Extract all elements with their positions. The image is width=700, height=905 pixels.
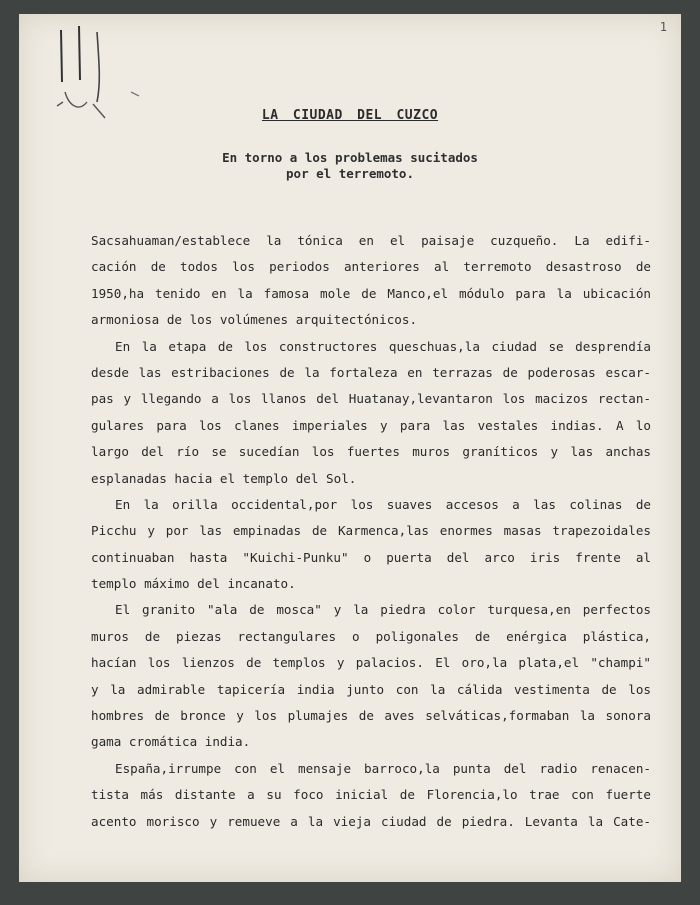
text-line: 1950,ha tenido en la famosa mole de Manco,el módulo para la ubicación — [91, 285, 651, 301]
text-line: cación de todos los periodos anteriores al terremoto desastroso de — [91, 259, 651, 275]
text-line: armoniosa de los volúmenes arquitectónicos. — [91, 312, 418, 328]
text-line: continuaban hasta "Kuichi-Punku" o puerta del arco iris frente al — [91, 549, 651, 565]
text-line: Sacsahuaman/establece la tónica en el paisaje cuzqueño. La edifi- — [91, 233, 651, 248]
text-line: gulares para los clanes imperiales y para las vestales indias. A lo — [91, 417, 651, 433]
text-line: En la orilla occidental,por los suaves accesos a las colinas de — [115, 496, 651, 512]
subtitle-line-2: por el terremoto. — [286, 166, 414, 181]
subtitle-line-1: En torno a los problemas sucitados — [222, 150, 478, 165]
text-line: gama cromática india. — [91, 734, 251, 750]
text-line: muros de piezas rectangulares o poligonales de enérgica plástica, — [91, 628, 651, 644]
text-line: desde las estribaciones de la fortaleza en terrazas de poderosas escar- — [91, 364, 651, 380]
text-line: hombres de bronce y los plumajes de aves selváticas,formaban la sonora — [91, 708, 651, 724]
text-line: En la etapa de los constructores queschuas,la ciudad se desprendía — [115, 338, 651, 354]
text-line: templo máximo del incanato. — [91, 576, 296, 592]
page-mark: 1 — [659, 20, 667, 34]
text-line: pas y llegando a los llanos del Huatanay,levantaron los macizos rectan- — [91, 391, 651, 407]
text-line: hacían los lienzos de templos y palacios. El oro,la plata,el "champi" — [91, 655, 651, 671]
text-line: tista más distante a su foco inicial de Florencia,lo trae con fuerte — [91, 787, 651, 803]
text-line: acento morisco y remueve a la vieja ciudad de piedra. Levanta la Cate- — [91, 813, 651, 829]
text-line: y la admirable tapicería india junto con la cálida vestimenta de los — [91, 681, 651, 697]
document-body — [91, 228, 651, 835]
document-subtitle — [19, 150, 681, 182]
text-line: esplanadas hacia el templo del Sol. — [91, 470, 357, 486]
text-line: España,irrumpe con el mensaje barroco,la punta del radio renacen- — [115, 760, 651, 776]
typewritten-page — [19, 14, 681, 882]
text-line: Picchu y por las empinadas de Karmenca,las enormes masas trapezoidales — [91, 523, 651, 539]
text-line: El granito "ala de mosca" y la piedra color turquesa,en perfectos — [115, 602, 651, 618]
document-title: LA CIUDAD DEL CUZCO — [261, 108, 439, 123]
text-line: largo del río se sucedían los fuertes muros graníticos y las anchas — [91, 444, 651, 460]
